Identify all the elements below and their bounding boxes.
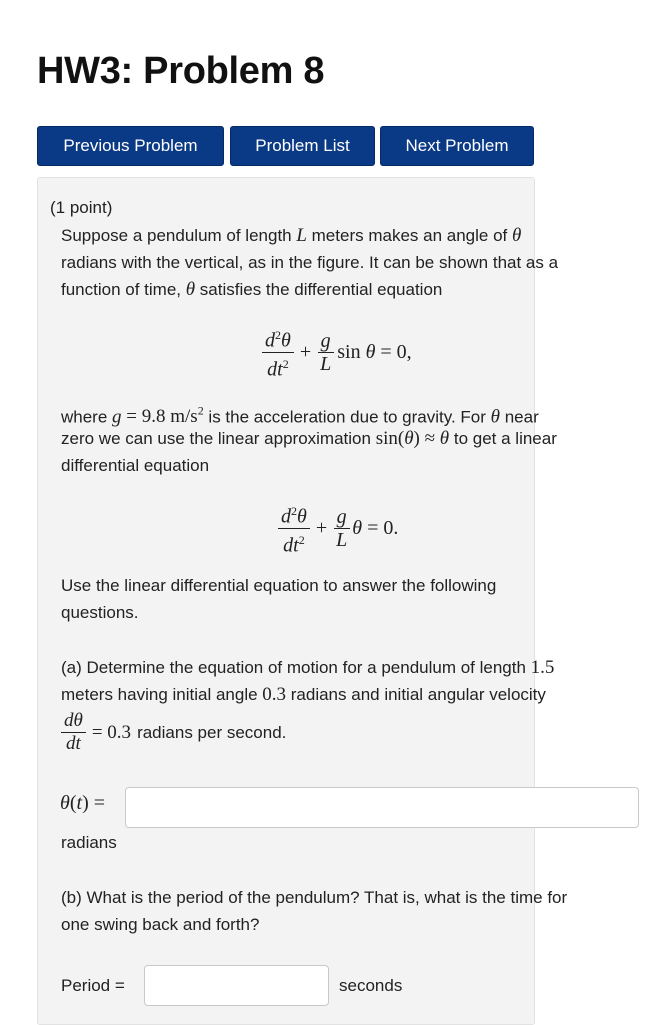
theta-answer-label: θ(t) =: [60, 792, 106, 814]
points-label: (1 point): [50, 198, 113, 217]
where-line-2: zero we can use the linear approximation sin(θ) ≈ θ to get a linear: [61, 428, 557, 449]
next-problem-button[interactable]: Next Problem: [380, 126, 534, 166]
page-title: HW3: Problem 8: [37, 50, 325, 92]
pendulum-equation: $\frac{d^2\theta}{dt^2}$ + $\frac{g}{L}$ sin θ = 0,: [262, 324, 412, 380]
part-a-line-3: $\frac{d\theta}{dt}$ = 0.3 radians per second.: [61, 710, 286, 755]
where-line-3: differential equation: [61, 456, 210, 475]
intro-line-3: function of time, θ satisfies the differential equation: [61, 279, 443, 300]
theta-answer-input[interactable]: [125, 787, 639, 828]
seconds-unit-label: seconds: [339, 976, 403, 995]
use-line-2: questions.: [61, 603, 139, 622]
problem-list-button[interactable]: Problem List: [230, 126, 375, 166]
part-b-line-2: one swing back and forth?: [61, 915, 260, 934]
intro-line-1: Suppose a pendulum of length L meters makes an angle of θ: [61, 225, 522, 246]
use-line-1: Use the linear differential equation to answer the following: [61, 576, 497, 595]
part-a-line-1: (a) Determine the equation of motion for a pendulum of length 1.5: [61, 657, 555, 678]
part-b-line-1: (b) What is the period of the pendulum? That is, what is the time for: [61, 888, 568, 907]
problem-panel: [37, 177, 568, 1025]
radians-unit-label: radians: [61, 833, 117, 852]
linear-equation: $\frac{d^2\theta}{dt^2}$ + $\frac{g}{L}$ θ = 0.: [278, 500, 398, 556]
period-answer-input[interactable]: [144, 965, 329, 1006]
where-line-1: where g = 9.8 $m/s^2$ is the acceleration due to gravity. For θ near: [61, 404, 539, 428]
intro-line-2: radians with the vertical, as in the figure. It can be shown that as a: [61, 253, 559, 272]
previous-problem-button[interactable]: Previous Problem: [37, 126, 224, 166]
period-answer-label: Period =: [61, 976, 125, 995]
part-a-line-2: meters having initial angle 0.3 radians and initial angular velocity: [61, 684, 546, 705]
